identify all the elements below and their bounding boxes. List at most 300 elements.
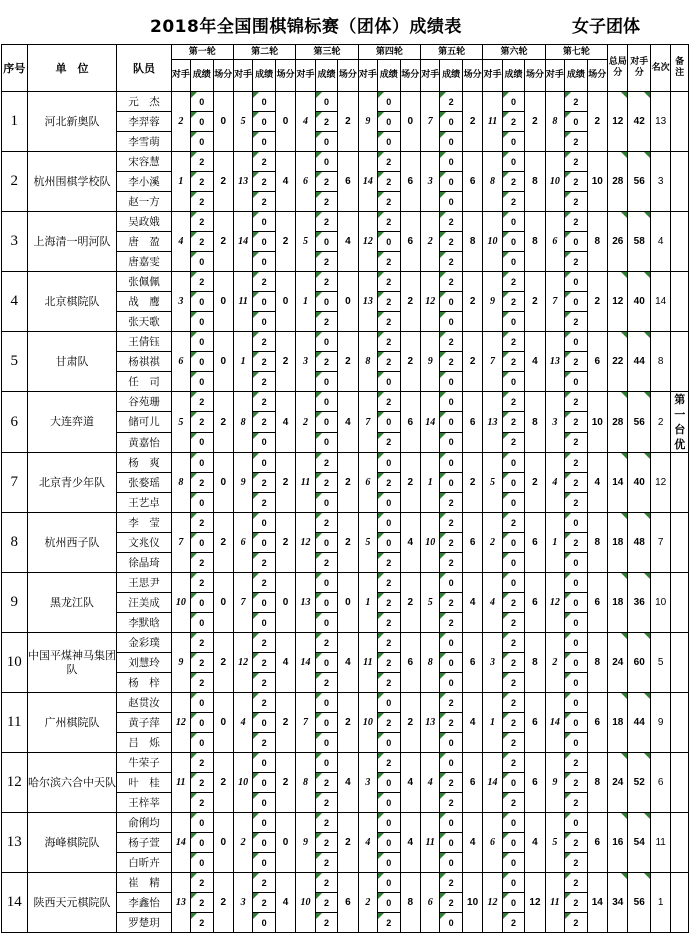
round-result (440, 372, 462, 392)
round-points: 4 (275, 633, 295, 693)
round-opponent: 5 (233, 92, 252, 152)
round-result (378, 453, 400, 473)
cell-marker-icon (191, 172, 197, 178)
player-name: 赵贯汝 (117, 693, 171, 713)
round-points: 0 (275, 272, 295, 332)
round-result (440, 733, 462, 753)
round-result (440, 573, 462, 593)
round-result (378, 913, 400, 933)
cell-marker-icon (565, 453, 571, 459)
round-result (440, 773, 462, 793)
cell-marker-icon (378, 232, 384, 238)
round-result-value: 0 (573, 817, 579, 828)
round-result-value: 0 (323, 437, 329, 448)
round-points: 4 (462, 693, 482, 753)
cell-marker-icon (253, 693, 259, 699)
cell-marker-icon (565, 112, 571, 118)
round-result-value: 2 (261, 737, 267, 748)
header-pts: 场分 (213, 60, 233, 92)
team-opp-total-value: 58 (633, 236, 645, 247)
round-result-value: 0 (573, 677, 579, 688)
cell-marker-icon (503, 773, 509, 779)
round-result-value: 0 (199, 136, 205, 147)
cell-marker-icon (503, 172, 509, 178)
round-opponent: 2 (171, 92, 190, 152)
cell-marker-icon (565, 753, 571, 759)
team-note (671, 693, 689, 753)
team-opp-total (628, 813, 650, 873)
round-result-value: 0 (199, 296, 205, 307)
round-result (191, 493, 213, 513)
round-result (315, 272, 337, 292)
round-result (440, 853, 462, 873)
round-result (378, 493, 400, 513)
round-result-value: 0 (448, 176, 454, 187)
round-points: 6 (400, 152, 420, 212)
cell-marker-icon (378, 773, 384, 779)
team-opp-total-value: 40 (633, 296, 645, 307)
round-result (565, 813, 587, 833)
round-result-value: 2 (386, 657, 392, 668)
cell-marker-icon (565, 553, 571, 559)
cell-marker-icon (253, 493, 259, 499)
team-seq: 5 (2, 332, 28, 392)
cell-marker-icon (644, 152, 650, 158)
cell-marker-icon (440, 252, 446, 258)
cell-marker-icon (378, 152, 384, 158)
header-round: 第三轮 (296, 45, 358, 60)
round-result (440, 653, 462, 673)
cell-marker-icon (378, 673, 384, 679)
round-opponent: 2 (358, 873, 377, 933)
team-note (671, 753, 689, 813)
round-opponent: 5 (483, 453, 502, 513)
round-result-value: 2 (386, 717, 392, 728)
round-opponent: 7 (483, 332, 502, 392)
team-opp-total (628, 693, 650, 753)
team-unit: 杭州西子队 (27, 513, 117, 573)
round-points: 2 (400, 272, 420, 332)
round-result-value: 2 (199, 176, 205, 187)
cell-marker-icon (621, 392, 627, 398)
round-result (440, 813, 462, 833)
header-pts: 场分 (525, 60, 545, 92)
round-opponent: 12 (545, 573, 564, 633)
round-opponent: 4 (483, 573, 502, 633)
round-result-value: 2 (510, 396, 516, 407)
round-result-value: 2 (510, 336, 516, 347)
round-result-value: 0 (323, 236, 329, 247)
round-result (191, 733, 213, 753)
round-result-value: 2 (448, 797, 454, 808)
round-result-value: 0 (323, 757, 329, 768)
team-rank: 8 (650, 332, 670, 392)
round-points: 8 (587, 513, 607, 573)
round-opponent: 14 (421, 392, 440, 453)
round-points: 0 (275, 92, 295, 152)
player-name: 杨 梓 (117, 673, 171, 693)
team-unit: 北京青少年队 (27, 453, 117, 513)
cell-marker-icon (378, 813, 384, 819)
round-points: 2 (275, 212, 295, 272)
team-total-value: 14 (612, 477, 624, 488)
round-result-value: 2 (199, 557, 205, 568)
header-res: 成绩 (378, 60, 400, 92)
round-result-value: 2 (573, 497, 579, 508)
cell-marker-icon (503, 433, 509, 439)
round-points: 6 (525, 573, 545, 633)
round-result-value: 2 (323, 176, 329, 187)
round-result-value: 2 (199, 276, 205, 287)
round-result-value: 0 (448, 757, 454, 768)
cell-marker-icon (565, 372, 571, 378)
round-result (565, 272, 587, 292)
cell-marker-icon (191, 713, 197, 719)
round-result (440, 593, 462, 613)
round-opponent: 6 (233, 513, 252, 573)
team-total-value: 26 (612, 236, 624, 247)
team-total (608, 753, 628, 813)
player-name: 李 莹 (117, 513, 171, 533)
round-points: 2 (338, 332, 358, 392)
header-seq: 序号 (2, 45, 28, 92)
round-opponent: 9 (483, 272, 502, 332)
header-opp: 对手 (358, 60, 377, 92)
team-row (2, 212, 689, 232)
round-points: 0 (338, 272, 358, 332)
round-result (502, 112, 524, 132)
round-points: 8 (587, 212, 607, 272)
round-result (378, 292, 400, 312)
round-result-value: 2 (573, 537, 579, 548)
round-points: 0 (213, 813, 233, 873)
cell-marker-icon (565, 913, 571, 919)
round-result (502, 673, 524, 693)
round-points: 6 (587, 813, 607, 873)
cell-marker-icon (253, 252, 259, 258)
cell-marker-icon (644, 212, 650, 218)
cell-marker-icon (565, 493, 571, 499)
team-row (2, 693, 689, 713)
round-result (253, 493, 275, 513)
cell-marker-icon (503, 332, 509, 338)
cell-marker-icon (253, 813, 259, 819)
player-name: 王梓莘 (117, 793, 171, 813)
round-result-value: 0 (386, 136, 392, 147)
round-opponent: 11 (358, 633, 377, 693)
round-result (565, 132, 587, 152)
cell-marker-icon (440, 713, 446, 719)
round-result-value: 2 (261, 336, 267, 347)
round-result-value: 0 (199, 857, 205, 868)
round-result-value: 0 (448, 457, 454, 468)
round-result (565, 533, 587, 553)
round-result-value: 0 (448, 116, 454, 127)
cell-marker-icon (565, 172, 571, 178)
round-result (502, 533, 524, 553)
round-opponent: 6 (296, 152, 315, 212)
round-points: 6 (462, 513, 482, 573)
cell-marker-icon (191, 352, 197, 358)
round-result (440, 913, 462, 933)
player-name: 谷苑珊 (117, 392, 171, 412)
round-result-value: 2 (573, 837, 579, 848)
round-points: 8 (462, 212, 482, 272)
round-points: 14 (587, 873, 607, 933)
header-opp: 对手 (421, 60, 440, 92)
cell-marker-icon (565, 873, 571, 879)
round-result (502, 412, 524, 432)
round-points: 0 (275, 573, 295, 633)
round-result-value: 0 (510, 156, 516, 167)
round-result (440, 332, 462, 352)
cell-marker-icon (253, 593, 259, 599)
cell-marker-icon (316, 773, 322, 779)
cell-marker-icon (191, 112, 197, 118)
round-result-value: 2 (261, 637, 267, 648)
round-points: 8 (525, 392, 545, 453)
round-result-value: 2 (323, 517, 329, 528)
round-opponent: 2 (545, 633, 564, 693)
round-result (378, 312, 400, 332)
team-seq: 9 (2, 573, 28, 633)
round-result (191, 533, 213, 553)
round-result-value: 2 (323, 777, 329, 788)
round-result (440, 473, 462, 493)
team-note (671, 573, 689, 633)
round-result (378, 593, 400, 613)
team-opp-total (628, 453, 650, 513)
round-result (378, 412, 400, 432)
round-points: 2 (400, 332, 420, 392)
round-result (315, 352, 337, 372)
round-result (315, 432, 337, 452)
cell-marker-icon (316, 633, 322, 639)
team-row (2, 573, 689, 593)
team-rank: 11 (650, 813, 670, 873)
round-result (253, 352, 275, 372)
team-total (608, 152, 628, 212)
player-name: 战 鹰 (117, 292, 171, 312)
round-result-value: 2 (386, 677, 392, 688)
round-result-value: 0 (199, 717, 205, 728)
round-result-value: 2 (573, 416, 579, 427)
round-result (315, 593, 337, 613)
round-result-value: 0 (448, 416, 454, 427)
round-result-value: 0 (261, 256, 267, 267)
cell-marker-icon (191, 853, 197, 859)
round-points: 0 (275, 813, 295, 873)
player-name: 吴政娥 (117, 212, 171, 232)
cell-marker-icon (253, 573, 259, 579)
team-opp-total-value: 60 (633, 657, 645, 668)
player-name: 王艺卓 (117, 493, 171, 513)
round-result (565, 553, 587, 573)
cell-marker-icon (378, 192, 384, 198)
cell-marker-icon (191, 913, 197, 919)
round-result-value: 2 (448, 497, 454, 508)
player-name: 李默晗 (117, 613, 171, 633)
team-rank: 1 (650, 873, 670, 933)
round-result (502, 453, 524, 473)
round-points: 4 (275, 152, 295, 212)
round-result-value: 2 (510, 677, 516, 688)
cell-marker-icon (565, 573, 571, 579)
round-result (253, 673, 275, 693)
round-result-value: 0 (573, 376, 579, 387)
round-result-value: 0 (573, 336, 579, 347)
team-unit: 中国平煤神马集团队 (27, 633, 117, 693)
round-result (253, 633, 275, 653)
round-result-value: 2 (448, 557, 454, 568)
cell-marker-icon (253, 853, 259, 859)
player-name: 张婺瑶 (117, 473, 171, 493)
round-result-value: 2 (323, 857, 329, 868)
round-result-value: 2 (261, 497, 267, 508)
round-result-value: 0 (199, 376, 205, 387)
cell-marker-icon (440, 392, 446, 398)
round-result (315, 232, 337, 252)
cell-marker-icon (191, 813, 197, 819)
round-points: 2 (338, 453, 358, 513)
round-result (565, 753, 587, 773)
cell-marker-icon (316, 152, 322, 158)
round-result-value: 0 (510, 256, 516, 267)
round-result-value: 0 (386, 817, 392, 828)
round-result-value: 0 (261, 757, 267, 768)
round-result (253, 793, 275, 813)
round-result-value: 2 (323, 877, 329, 888)
round-result (378, 432, 400, 452)
player-name: 杨 爽 (117, 453, 171, 473)
round-points: 2 (462, 453, 482, 513)
round-result-value: 2 (448, 517, 454, 528)
cell-marker-icon (503, 853, 509, 859)
round-result (565, 372, 587, 392)
round-opponent: 1 (296, 272, 315, 332)
cell-marker-icon (378, 352, 384, 358)
round-result-value: 2 (386, 617, 392, 628)
header-row-rounds (2, 45, 689, 60)
cell-marker-icon (191, 473, 197, 479)
team-unit: 哈尔滨六合中天队 (27, 753, 117, 813)
round-result-value: 0 (199, 737, 205, 748)
round-result (502, 352, 524, 372)
cell-marker-icon (503, 112, 509, 118)
header-res: 成绩 (565, 60, 587, 92)
round-result-value: 2 (510, 116, 516, 127)
round-points: 8 (587, 633, 607, 693)
round-result (565, 793, 587, 813)
cell-marker-icon (440, 312, 446, 318)
round-result-value: 2 (386, 917, 392, 928)
round-result (191, 513, 213, 533)
cell-marker-icon (440, 913, 446, 919)
round-result (315, 292, 337, 312)
round-result-value: 2 (386, 336, 392, 347)
cell-marker-icon (503, 653, 509, 659)
cell-marker-icon (378, 92, 384, 98)
round-result-value: 0 (323, 336, 329, 347)
round-result (502, 212, 524, 232)
round-result (565, 292, 587, 312)
team-total (608, 513, 628, 573)
round-result-value: 2 (386, 216, 392, 227)
round-result-value: 0 (448, 677, 454, 688)
round-result-value: 0 (448, 196, 454, 207)
round-result-value: 2 (386, 597, 392, 608)
round-result (440, 112, 462, 132)
round-result-value: 2 (573, 897, 579, 908)
cell-marker-icon (316, 873, 322, 879)
player-name: 唐 盈 (117, 232, 171, 252)
round-result (253, 613, 275, 633)
cell-marker-icon (565, 352, 571, 358)
cell-marker-icon (378, 573, 384, 579)
player-name: 牛荣子 (117, 753, 171, 773)
round-result-value: 0 (323, 577, 329, 588)
round-result-value: 0 (386, 497, 392, 508)
round-result (378, 172, 400, 192)
player-name: 赵一方 (117, 192, 171, 212)
player-name: 张佩佩 (117, 272, 171, 292)
round-result-value: 2 (199, 777, 205, 788)
round-result (191, 172, 213, 192)
round-result (253, 232, 275, 252)
cell-marker-icon (316, 893, 322, 899)
title-bar (0, 6, 690, 40)
cell-marker-icon (440, 292, 446, 298)
cell-marker-icon (316, 513, 322, 519)
header-unit: 单 位 (27, 45, 117, 92)
round-points: 0 (400, 92, 420, 152)
round-result-value: 0 (510, 537, 516, 548)
player-name: 黄子萍 (117, 713, 171, 733)
cell-marker-icon (644, 453, 650, 459)
team-seq: 6 (2, 392, 28, 453)
round-result-value: 2 (261, 897, 267, 908)
round-opponent: 14 (296, 633, 315, 693)
round-result-value: 0 (510, 577, 516, 588)
round-points: 6 (587, 332, 607, 392)
round-result (315, 172, 337, 192)
round-points: 2 (213, 873, 233, 933)
round-opponent: 8 (233, 392, 252, 453)
cell-marker-icon (316, 493, 322, 499)
round-result-value: 0 (199, 457, 205, 468)
cell-marker-icon (565, 633, 571, 639)
round-points: 0 (213, 92, 233, 152)
round-opponent: 6 (171, 332, 190, 392)
cell-marker-icon (565, 653, 571, 659)
round-result-value: 2 (199, 517, 205, 528)
team-note (671, 212, 689, 272)
cell-marker-icon (503, 613, 509, 619)
cell-marker-icon (316, 92, 322, 98)
round-result (315, 252, 337, 272)
cell-marker-icon (191, 733, 197, 739)
team-total-value: 28 (612, 416, 624, 428)
player-name: 徐晶琦 (117, 553, 171, 573)
cell-marker-icon (503, 312, 509, 318)
round-opponent: 8 (421, 633, 440, 693)
cell-marker-icon (565, 713, 571, 719)
cell-marker-icon (253, 212, 259, 218)
round-result (378, 252, 400, 272)
round-result-value: 0 (323, 617, 329, 628)
cell-marker-icon (440, 893, 446, 899)
round-result (253, 252, 275, 272)
